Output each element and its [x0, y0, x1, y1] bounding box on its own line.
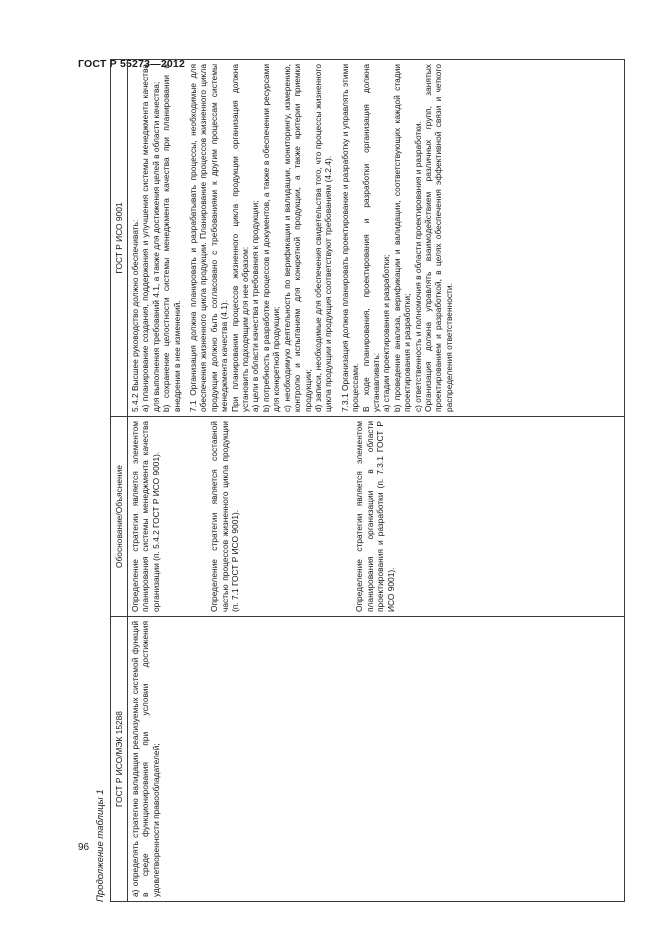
clause-line: a) планирование создания, поддержания и улучшения системы менеджмента качества для выполнения требований 4.1, а также для достижения целей в области качества; — [140, 64, 161, 412]
clause-line: a) стадии проектирования и разработки; — [381, 254, 392, 412]
clause-line: b) сохранение целостности системы менеджмента качества при планировании и внедрении в нее изменений. — [161, 64, 182, 412]
justification-5-4-2: Определение стратегии является элементом планирования системы менеджмента качества организации (п. 5.4.2 ГОСТ Р ИСО 9001). — [130, 421, 161, 612]
table-caption: Продолжение таблицы 1 — [95, 789, 106, 902]
column-header-justification: Обоснование/Объяснение — [111, 417, 128, 617]
column-header-iso-15288: ГОСТ Р ИСО/МЭК 15288 — [111, 617, 128, 902]
page-number: 96 — [78, 842, 90, 853]
cell-justification — [128, 417, 625, 617]
clause-line: b) потребность в разработке процессов и документов, а также в обеспечении ресурсами для конкретной продукции; — [260, 64, 282, 412]
clause-line: Организация должна управлять взаимодействием различных групп, занятых проектированием и разработкой, в целях обеспечения эффективной связи и четкого распределения ответственности. — [422, 64, 454, 412]
clause-line: 5.4.2 Высшее руководство должно обеспечивать: — [130, 219, 140, 412]
justification-7-1: Определение стратегии является составной частью процессов жизненного цикла продукции (п. 7.1 ГОСТ Р ИСО 9001). — [209, 421, 241, 612]
justification-7-3-1: Определение стратегии является элементом планирования организации в области проектирования и разработки (п. 7.3.1 ГОСТ Р ИСО 9001). — [354, 421, 396, 612]
clause-line: 7.3.1 Организация должна планировать проектирование и разработку и управлять этими процессами. — [339, 64, 361, 412]
clause-line: В ходе планирования, проектирования и разработки организация должна устанавливать: — [360, 64, 381, 412]
clause-5-4-2 — [130, 64, 182, 412]
clause-line: b) проведение анализа, верификации и валидации, соответствующих каждой стадии проектирования и разработки; — [391, 64, 413, 412]
clause-line: c) необходимую деятельность по верификации и валидации, мониторингу, измерению, контролю и испытаниям для конкретной продукции, а также критерии приемки продукции; — [281, 64, 313, 412]
rotated-table-block — [93, 60, 627, 902]
table-row — [128, 60, 625, 902]
clause-line: d) записи, необходимые для обеспечения свидетельства того, что процессы жизненного цикла продукции и продукция соответствуют требованиям (4.2.4). — [312, 64, 334, 412]
clause-line: c) ответственность и полномочия в области проектирования и разработки. — [412, 121, 423, 412]
cell-text: а) определять стратегию валидации реализуемых системой функций в среде функционирования при условии достижения удовлетворенности правообладателей; — [130, 621, 161, 897]
comparison-table — [110, 59, 625, 902]
clause-line: При планировании процессов жизненного цикла продукции организация должна установить подходящим для нее образом: — [229, 64, 251, 412]
clause-line: 7.1 Организация должна планировать и разрабатывать процессы, необходимые для обеспечения жизненного цикла продукции. Планирование процессов жизненного цикла продукции должно быть согласовано с требованиями к другим процессам системы менеджмента качества (4.1). — [188, 64, 230, 412]
cell-iso-15288 — [128, 617, 625, 902]
clause-7-3-1 — [340, 64, 454, 412]
clause-7-1 — [188, 64, 334, 412]
table-header-row — [111, 60, 128, 902]
cell-iso-9001 — [128, 60, 625, 417]
clause-line: a) цели в области качества и требования к продукции; — [250, 200, 261, 412]
document-code: ГОСТ Р 55273—2012 — [78, 58, 186, 70]
column-header-iso-9001: ГОСТ Р ИСО 9001 — [111, 60, 128, 417]
